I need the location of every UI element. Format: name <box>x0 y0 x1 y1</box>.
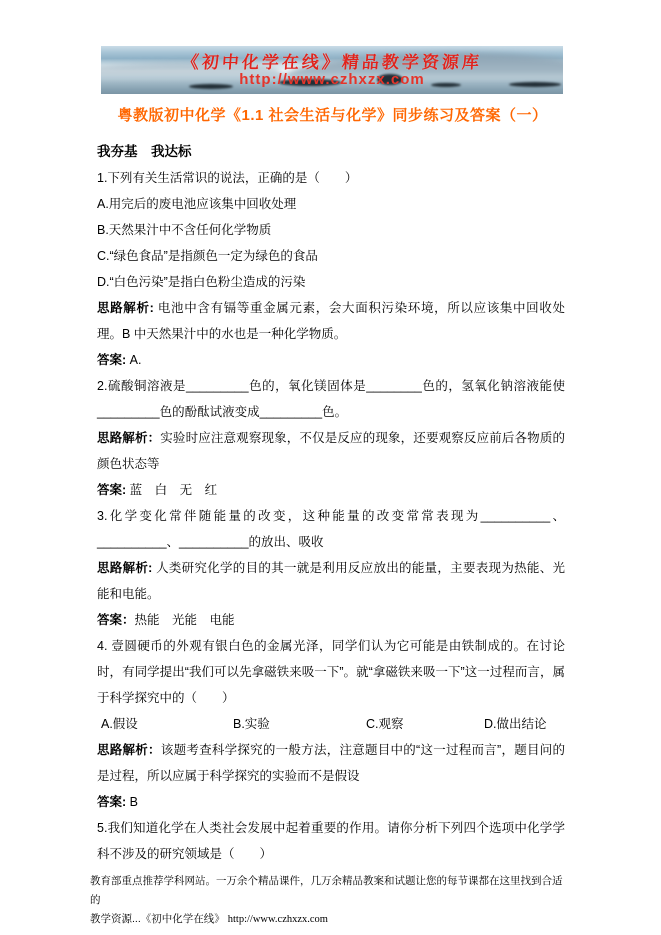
text-line <box>97 815 565 867</box>
page-title: 粤教版初中化学《1.1 社会生活与化学》同步练习及答案（一） <box>117 107 548 124</box>
text-run: C.“绿色食品”是指颜色一定为绿色的食品 <box>97 249 318 263</box>
label-bold: 思路解析: <box>97 561 153 575</box>
text-run: B.天然果汁中不含任何化学物质 <box>97 223 272 237</box>
banner-site-title: 《初中化学在线》精品教学资源库 <box>181 53 483 72</box>
option-item: C.观察 <box>366 717 404 731</box>
label-bold: 我夯基 我达标 <box>97 144 192 159</box>
document-body <box>97 139 565 867</box>
text-line <box>97 607 565 633</box>
label-bold: 思路解析： <box>97 431 161 445</box>
footer-line2 <box>90 910 572 929</box>
label-bold: 思路解析: <box>97 301 154 315</box>
option-item: A.假设 <box>101 717 138 731</box>
text-run: B <box>126 795 138 809</box>
text-line <box>97 789 565 815</box>
text-run: 热能 光能 电能 <box>134 613 235 627</box>
label-bold: 答案： <box>97 613 135 627</box>
text-line <box>97 425 565 477</box>
text-line <box>97 191 565 217</box>
text-run: 蓝 白 无 红 <box>126 483 218 497</box>
label-bold: 答案: <box>97 795 127 809</box>
text-run: A. <box>126 353 142 367</box>
text-run: D.“白色污染”是指白色粉尘造成的污染 <box>97 275 306 289</box>
text-run: 1.下列有关生活常识的说法，正确的是（ ） <box>97 171 358 185</box>
text-line <box>97 503 565 555</box>
label-bold: 答案: <box>97 483 127 497</box>
text-line <box>97 269 565 295</box>
text-run: 该题考查科学探究的一般方法，注意题目中的“这一过程而言”，题目问的是过程，所以应属于科学探究的实验而不是假设 <box>97 743 565 783</box>
option-item: D.做出结论 <box>484 717 547 731</box>
text-line <box>97 165 565 191</box>
text-line <box>97 477 565 503</box>
text-line <box>97 633 565 711</box>
label-bold: 答案: <box>97 353 127 367</box>
text-run: 人类研究化学的目的其一就是利用反应放出的能量，主要表现为热能、光能和电能。 <box>97 561 565 601</box>
text-run: 4. 壹圆硬币的外观有银白色的金属光泽，同学们认为它可能是由铁制成的。在讨论时，有同学提出“我们可以先拿磁铁来吸一下”。就“拿磁铁来吸一下”这一过程而言，属于科学探究中的（ ） <box>97 639 565 705</box>
label-bold: 思路解析： <box>97 743 161 757</box>
text-run: 实验时应注意观察现象，不仅是反应的现象，还要观察反应前后各物质的颜色状态等 <box>97 431 565 471</box>
banner-site-url: http://www.czhxzx.com <box>239 71 425 88</box>
text-line <box>97 737 565 789</box>
text-run: 5.我们知道化学在人类社会发展中起着重要的作用。请你分析下列四个选项中化学学科不涉及的研究领域是（ ） <box>97 821 565 861</box>
site-banner-image <box>101 46 563 94</box>
text-run: 3.化学变化常伴随能量的改变，这种能量的改变常常表现为__________、__________、__________的放出、吸收 <box>97 509 565 549</box>
text-line <box>97 243 565 269</box>
section-heading <box>97 139 565 165</box>
text-run: A.用完后的废电池应该集中回收处理 <box>97 197 297 211</box>
text-line <box>97 217 565 243</box>
text-line <box>97 555 565 607</box>
option-item: B.实验 <box>233 717 270 731</box>
text-line <box>97 347 565 373</box>
text-line <box>97 373 565 425</box>
text-line <box>97 295 565 347</box>
text-run: 2.硫酸铜溶液是_________色的，氧化镁固体是________色的，氢氧化钠溶液能使_________色的酚酞试液变成_________色。 <box>97 379 565 419</box>
text-run: 电池中含有镉等重金属元素，会大面积污染环境，所以应该集中回收处理。B 中天然果汁中的水也是一种化学物质。 <box>97 301 565 341</box>
footer-line2-text: 教学资源...《初中化学在线》 <box>90 913 225 925</box>
footer-site-url: http://www.czhxzx.com <box>227 914 328 925</box>
footer-line1: 教育部重点推荐学科网站。一万余个精品课件，几万余精品教案和试题让您的每节课都在这里找到合适的 <box>90 875 563 906</box>
page-footer <box>90 872 572 929</box>
options-row <box>97 711 565 737</box>
